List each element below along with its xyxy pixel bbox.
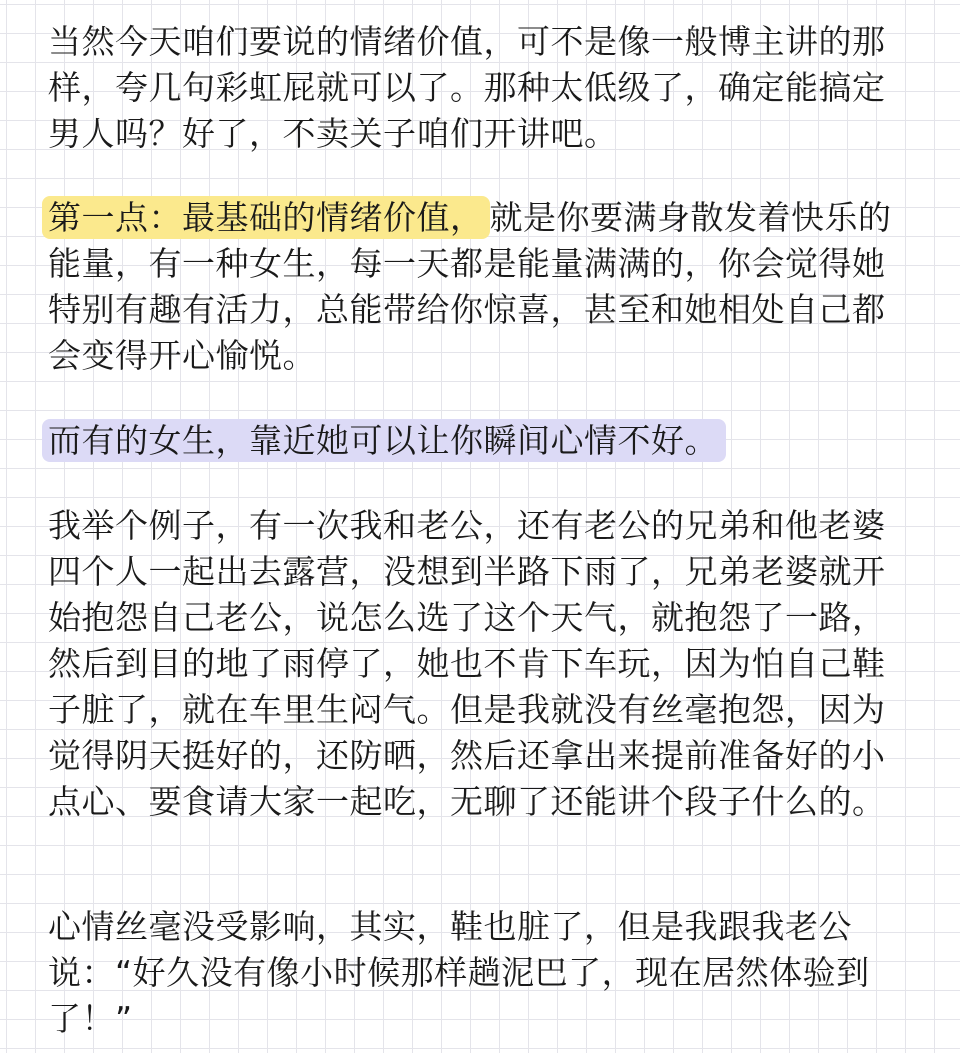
point-one-body: 就是你要满身散发着快乐的能量，有一种女生，每一天都是能量满满的，你会觉得她特别有趣有活力，总能带给你惊喜，甚至和她相处自己都会变得开心愉悦。 [48, 198, 892, 375]
intro-paragraph: 当然今天咱们要说的情绪价值，可不是像一般博主讲的那样，夸几句彩虹屁就可以了。那种太低级了，确定能搞定男人吗？好了，不卖关子咱们开讲吧。 [48, 22, 886, 153]
contrast-paragraph [48, 418, 900, 464]
point-one-paragraph [48, 195, 900, 379]
point-one-highlight: 第一点：最基础的情绪价值， [42, 196, 490, 239]
example-paragraph: 我举个例子，有一次我和老公，还有老公的兄弟和他老婆四个人一起出去露营，没想到半路下雨了，兄弟老婆就开始抱怨自己老公，说怎么选了这个天气，就抱怨了一路，然后到目的地了雨停了，她也不肯下车玩，因为怕自己鞋子脏了，就在车里生闷气。但是我就没有丝毫抱怨，因为觉得阴天挺好的，还防晒，然后还拿出来提前准备好的小点心、要食请大家一起吃，无聊了还能讲个段子什么的。 [48, 506, 886, 821]
conclusion-paragraph: 心情丝毫没受影响，其实，鞋也脏了，但是我跟我老公说：“好久没有像小时候那样趟泥巴了，现在居然体验到了！” [48, 907, 870, 1038]
contrast-highlight: 而有的女生，靠近她可以让你瞬间心情不好。 [42, 419, 726, 462]
